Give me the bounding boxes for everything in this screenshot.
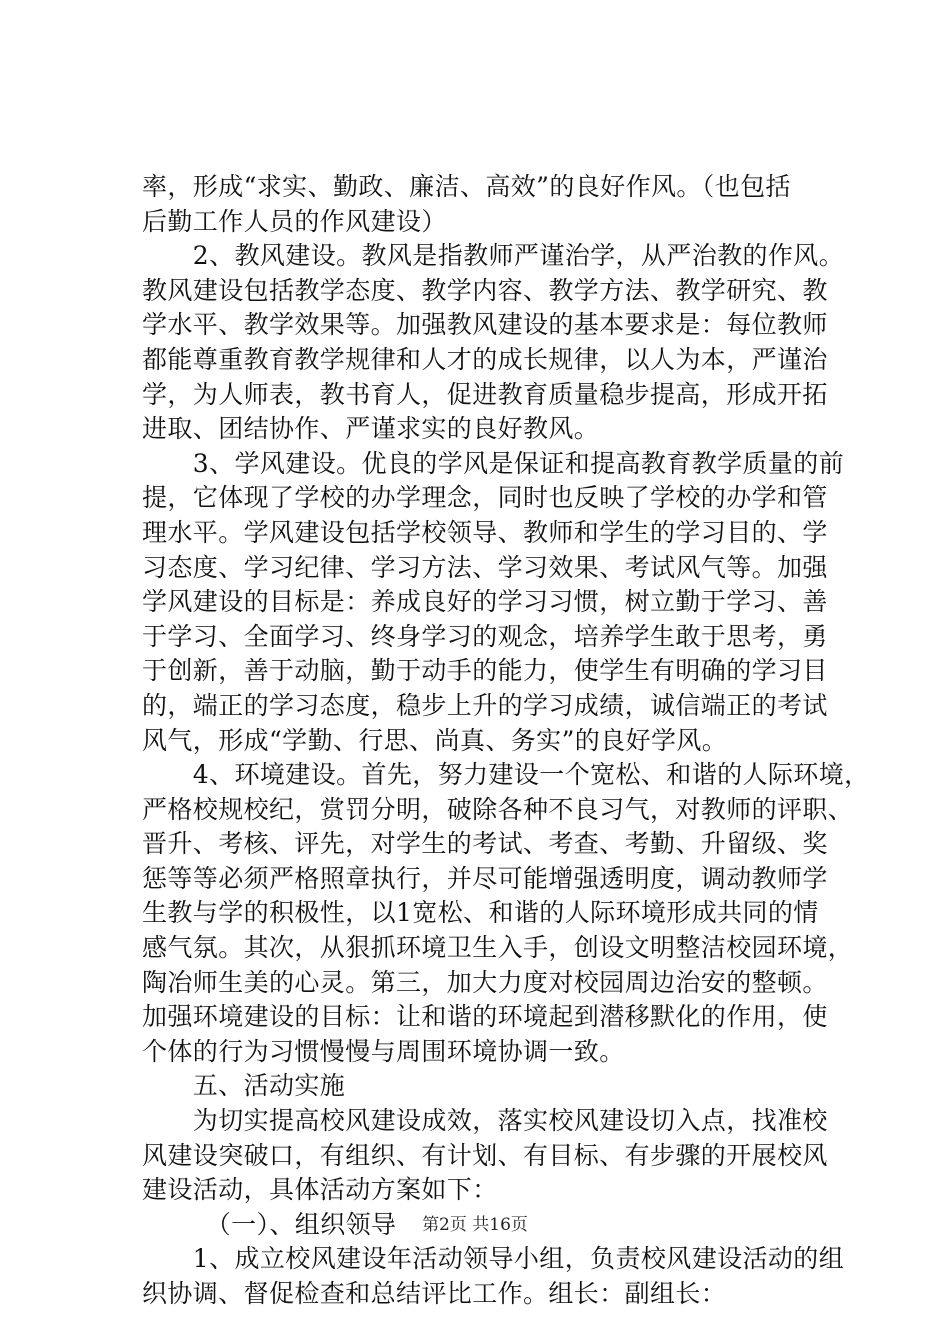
text-line: 于学习、全面学习、终身学习的观念，培养学生敢于思考，勇 (142, 621, 828, 651)
text-line: 4、环境建设。首先，努力建设一个宽松、和谐的人际环境， (142, 760, 870, 790)
text-line: 都能尊重教育教学规律和人才的成长规律，以人为本，严谨治 (142, 344, 828, 374)
text-line: 晋升、考核、评先，对学生的考试、考查、考勤、升留级、奖 (142, 829, 828, 859)
section-heading: 五、活动实施 (142, 1071, 346, 1101)
text-line: 提，它体现了学校的办学理念，同时也反映了学校的办学和管 (142, 483, 828, 513)
page-footer: 第2页 共16页 (422, 1215, 528, 1235)
text-line: 感气氛。其次，从狠抓环境卫生入手，创设文明整洁校园环境， (142, 933, 854, 963)
text-line: 个体的行为习惯慢慢与周围环境协调一致。 (142, 1036, 625, 1066)
text-line: 后勤工作人员的作风建设） (142, 206, 447, 236)
text-line: 教风建设包括教学态度、教学内容、教学方法、教学研究、教 (142, 275, 828, 305)
text-line: 加强环境建设的目标：让和谐的环境起到潜移默化的作用，使 (142, 1002, 828, 1032)
text-line: 于创新，善于动脑，勤于动手的能力，使学生有明确的学习目 (142, 656, 828, 686)
text-line: 学风建设的目标是：养成良好的学习习惯，树立勤于学习、善 (142, 587, 828, 617)
subsection-heading: （一）、组织领导 (142, 1209, 397, 1239)
text-line: 风建设突破口，有组织、有计划、有目标、有步骤的开展校风 (142, 1140, 828, 1170)
text-line: 建设活动，具体活动方案如下： (142, 1175, 498, 1205)
text-line: 理水平。学风建设包括学校领导、教师和学生的学习目的、学 (142, 517, 828, 547)
text-line: 率，形成“求实、勤政、廉洁、高效”的良好作风。（也包括 (142, 172, 791, 201)
text-line: 进取、团结协作、严谨求实的良好教风。 (142, 414, 600, 444)
text-line: 学，为人师表，教书育人，促进教育质量稳步提高，形成开拓 (142, 379, 828, 409)
text-line: 织协调、督促检查和总结评比工作。组长：副组长： (142, 1279, 727, 1308)
text-line: 的，端正的学习态度，稳步上升的学习成绩，诚信端正的考试 (142, 690, 828, 720)
text-line: 惩等等必须严格照章执行，并尽可能增强透明度，调动教师学 (142, 863, 828, 893)
text-line: 3、学风建设。优良的学风是保证和提高教育教学质量的前 (142, 448, 845, 478)
document-body (142, 170, 870, 1312)
text-line: 1、成立校风建设年活动领导小组，负责校风建设活动的组 (142, 1244, 845, 1274)
text-line: 学水平、教学效果等。加强教风建设的基本要求是：每位教师 (142, 310, 828, 340)
text-line: 为切实提高校风建设成效，落实校风建设切入点，找准校 (142, 1106, 828, 1136)
text-line: 习态度、学习纪律、学习方法、学习效果、考试风气等。加强 (142, 552, 828, 582)
text-line: 2、教风建设。教风是指教师严谨治学，从严治教的作风。 (142, 241, 845, 271)
text-line: 严格校规校纪，赏罚分明，破除各种不良习气，对教师的评职、 (142, 794, 854, 824)
text-line: 生教与学的积极性，以1宽松、和谐的人际环境形成共同的情 (142, 898, 819, 928)
text-line: 风气，形成“学勤、行思、尚真、务实”的良好学风。 (142, 725, 728, 755)
text-line: 陶冶师生美的心灵。第三，加大力度对校园周边治安的整顿。 (142, 967, 828, 997)
